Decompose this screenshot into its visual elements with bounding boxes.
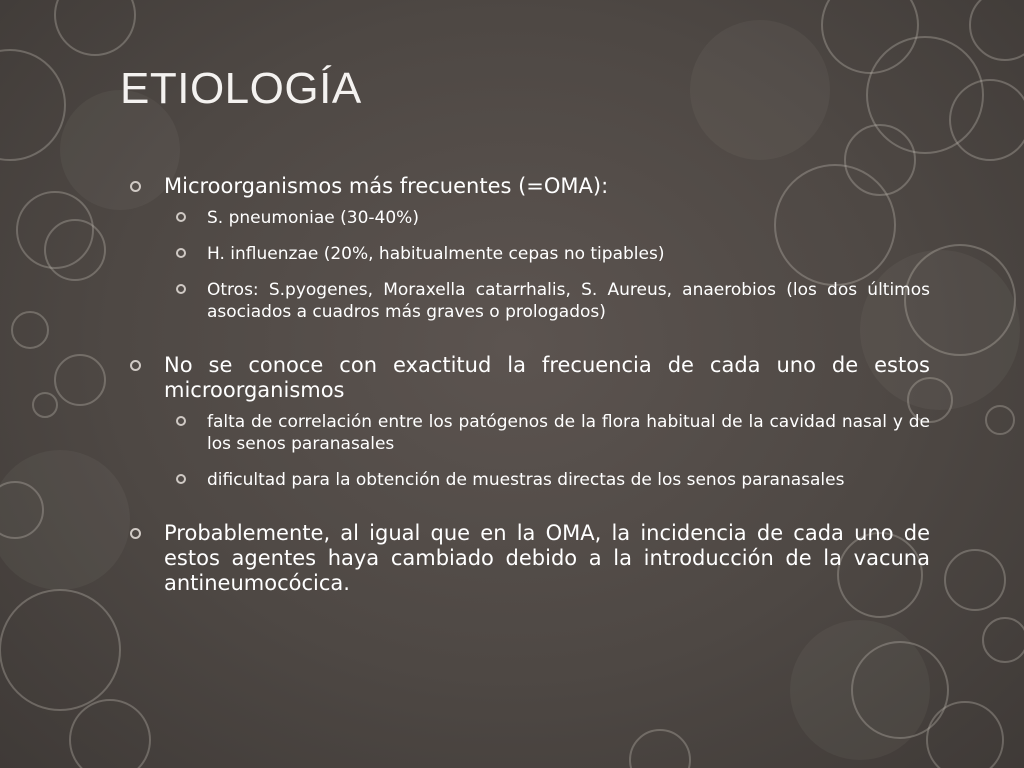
circle-bullet-icon [176, 212, 186, 222]
sub-bullet-item [168, 243, 930, 265]
bullet-group-3 [124, 521, 930, 596]
circle-bullet-icon [130, 360, 141, 371]
sub-bullet-item [168, 279, 930, 323]
circle-bullet-icon [176, 248, 186, 258]
circle-bullet-icon [130, 181, 141, 192]
sub-bullet-text: falta de correlación entre los patógenos de la flora habitual de la cavidad nasal y de los senos paranasales [207, 412, 930, 454]
sub-bullet-text: dificultad para la obtención de muestras directas de los senos paranasales [207, 470, 845, 490]
bullet-item [124, 174, 930, 199]
bullet-item [124, 353, 930, 403]
sub-bullet-text: S. pneumoniae (30-40%) [207, 208, 419, 228]
sub-bullet-item [168, 469, 930, 491]
sub-bullet-text: H. influenzae (20%, habitualmente cepas no tipables) [207, 244, 665, 264]
sub-bullet-list [124, 207, 930, 323]
circle-bullet-icon [176, 284, 186, 294]
slide-title: ETIOLOGÍA [120, 64, 362, 113]
bullet-item [124, 521, 930, 596]
bullet-group-1 [124, 174, 930, 323]
circle-bullet-icon [130, 528, 141, 539]
bullet-text: No se conoce con exactitud la frecuencia de cada uno de estos microorganismos [164, 353, 930, 402]
circle-bullet-icon [176, 474, 186, 484]
bullet-list [124, 174, 930, 602]
bullet-text: Probablemente, al igual que en la OMA, la incidencia de cada uno de estos agentes haya cambiado debido a la introducción de la vacuna antineumocócica. [164, 521, 930, 595]
sub-bullet-item [168, 411, 930, 455]
circle-bullet-icon [176, 416, 186, 426]
bullet-text: Microorganismos más frecuentes (=OMA): [164, 174, 609, 198]
sub-bullet-item [168, 207, 930, 229]
sub-bullet-text: Otros: S.pyogenes, Moraxella catarrhalis, S. Aureus, anaerobios (los dos últimos asociados a cuadros más graves o prologados) [207, 280, 930, 322]
sub-bullet-list [124, 411, 930, 491]
bullet-group-2 [124, 353, 930, 491]
